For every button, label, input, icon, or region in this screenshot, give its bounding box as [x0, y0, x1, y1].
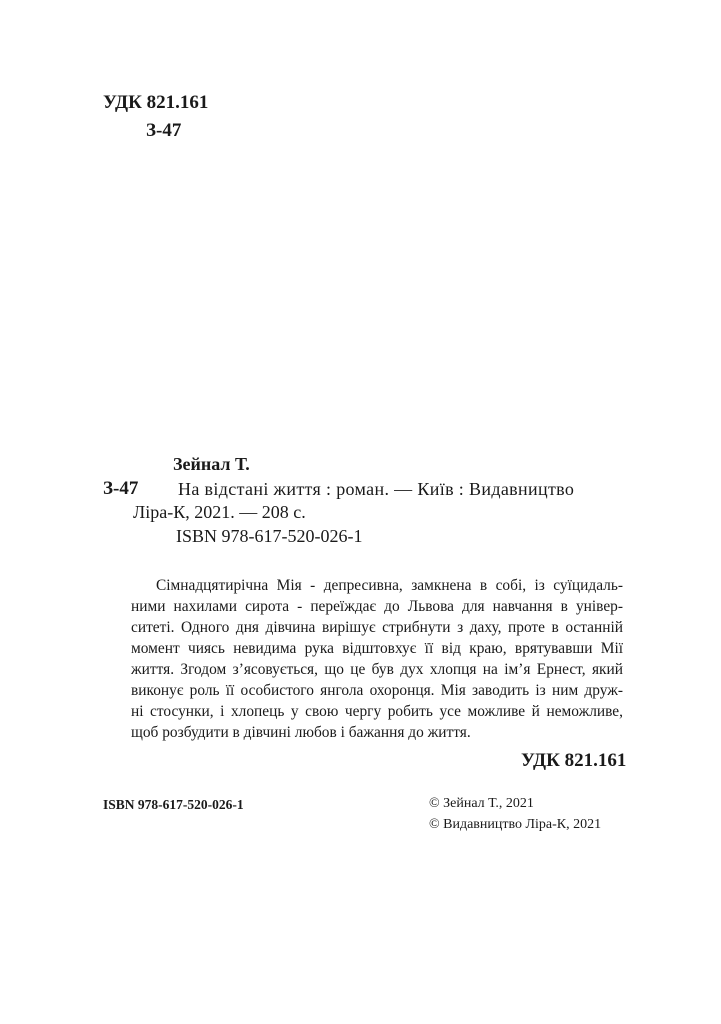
annotation-line: виконує роль її особистого янгола охоронця. Мія заводить із ним друж-	[131, 682, 623, 699]
isbn-footer: ISBN 978-617-520-026-1	[103, 797, 244, 812]
annotation-line: щоб розбудити в дівчині любов і бажання до життя.	[131, 724, 471, 741]
annotation-line: ситеті. Одного дня дівчина вирішує стрибнути з даху, проте в останній	[131, 619, 623, 636]
annotation-line: життя. Згодом з’ясовується, що це був дух хлопця на ім’я Ернест, який	[131, 661, 623, 678]
author-code-header: З-47	[146, 120, 182, 141]
udk-header: УДК 821.161	[103, 92, 209, 113]
udk-footer: УДК 821.161	[521, 750, 627, 771]
annotation-line: момент чиясь невидима рука відштовхує її від краю, врятувавши Мії	[131, 640, 623, 657]
annotation-line: ними нахилами сирота - переїждає до Львова для навчання в універ-	[131, 598, 623, 615]
title-line-2: Ліра-К, 2021. — 208 с.	[133, 502, 306, 522]
author-code: З-47	[103, 478, 139, 499]
author-name: Зейнал Т.	[173, 454, 250, 474]
copyright-publisher: © Видавництво Ліра-К, 2021	[429, 817, 602, 832]
annotation-line: ні стосунки, і хлопець у свою чергу робить усе можливе й неможливе,	[131, 703, 623, 720]
copyright-author: © Зейнал Т., 2021	[429, 796, 534, 811]
isbn-catalog: ISBN 978-617-520-026-1	[176, 526, 363, 546]
annotation	[131, 575, 623, 743]
title-line-1: На відстані життя : роман. — Київ : Видавництво	[178, 479, 575, 499]
annotation-line: Сімнадцятирічна Мія - депресивна, замкнена в собі, із суїцидаль-	[156, 577, 623, 594]
